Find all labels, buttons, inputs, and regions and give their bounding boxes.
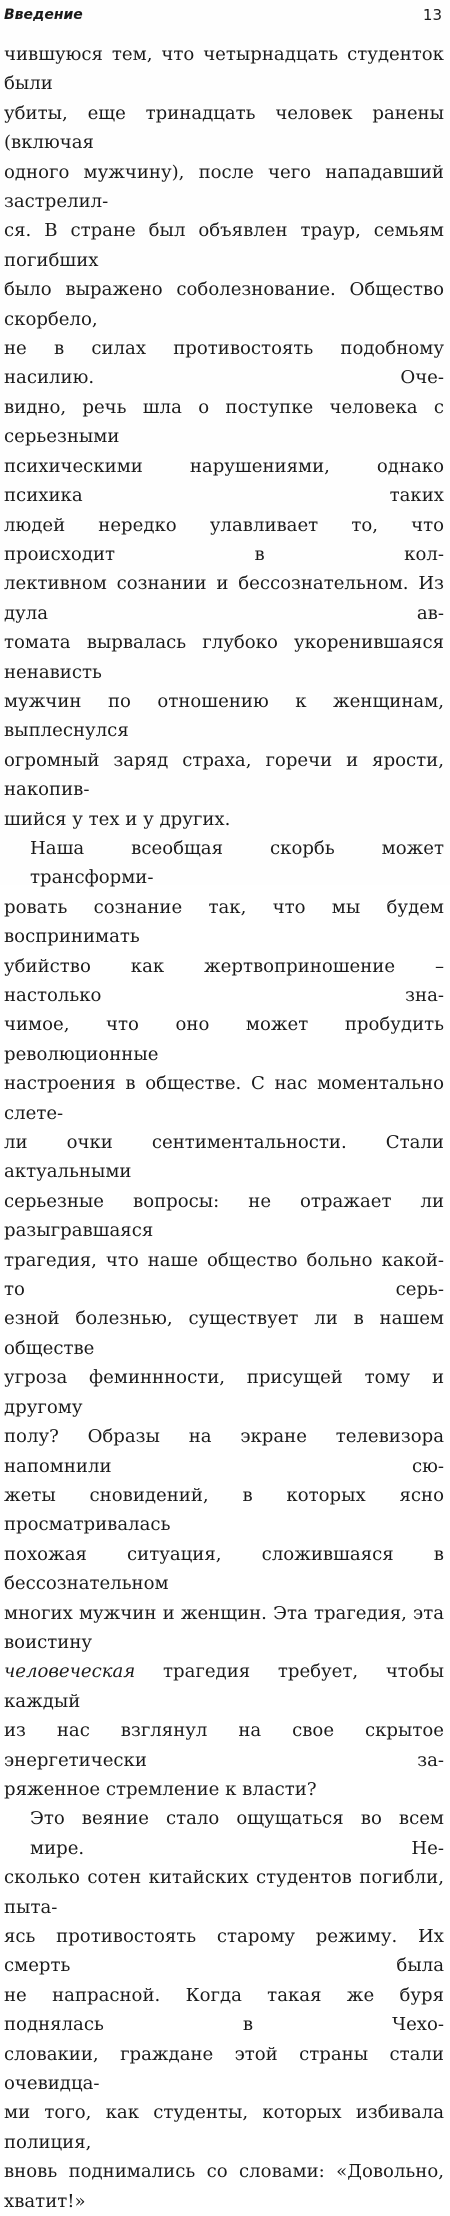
text-line: было выражено соболезнование. Общество скорбело,	[4, 279, 444, 330]
text-line: езной болезнью, существует ли в нашем обществе	[4, 1308, 444, 1359]
text-line: психическими нарушениями, однако психика таких	[4, 455, 444, 507]
text-line: ряженное стремление к власти?	[4, 1778, 317, 1800]
text-line: настроения в обществе. С нас моментально слете-	[4, 1073, 444, 1124]
text-line: ми того, как студенты, которых избивала полиция,	[4, 2102, 444, 2153]
line-text: трагедия требует, чтобы каждый	[4, 1661, 444, 1712]
text-line: мужчин по отношению к женщинам, выплеснулся	[4, 690, 444, 742]
text-line: словакии, граждане этой страны стали очевидца-	[4, 2043, 444, 2095]
text-line: ровать сознание так, что мы будем воспринимать	[4, 896, 444, 948]
body-text	[4, 40, 444, 2216]
text-line: жеты сновидений, в которых ясно просматривалась	[4, 1484, 444, 1536]
text-line: сколько сотен китайских студентов погибли, пыта-	[4, 1867, 444, 1918]
text-line: не в силах противостоять подобному насилию. Оче-	[4, 338, 444, 389]
text-line: серьезные вопросы: не отражает ли разыгравшаяся	[4, 1190, 444, 1242]
text-line: убийство как жертвоприношение – настолько зна-	[4, 955, 444, 1006]
text-line: людей нередко улавливает то, что происходит в кол-	[4, 514, 444, 565]
text-line: Это веяние стало ощущаться во всем мире. Не-	[30, 1808, 444, 1859]
section-title: Введение	[4, 7, 83, 23]
text-line: одного мужчину), после чего нападавший застрелил-	[4, 161, 444, 213]
text-line: чившуюся тем, что четырнадцать студенток были	[4, 44, 444, 95]
text-line: из нас взглянул на свое скрытое энергетически за-	[4, 1720, 444, 1771]
page-number: 13	[422, 6, 442, 24]
text-line: ся. В стране был объявлен траур, семьям погибших	[4, 220, 444, 271]
text-line: огромный заряд страха, горечи и ярости, накопив-	[4, 749, 444, 801]
text-line: трагедия, что наше общество больно какой-то серь-	[4, 1249, 444, 1301]
text-line: полу? Образы на экране телевизора напомнили сю-	[4, 1426, 444, 1477]
text-line	[4, 1657, 444, 1716]
running-head	[4, 3, 442, 27]
text-line: вновь поднимались со словами: «Довольно, хватит!»	[4, 2161, 444, 2212]
text-line: видно, речь шла о поступке человека с серьезными	[4, 396, 444, 448]
text-line: ли очки сентиментальности. Стали актуальными	[4, 1132, 444, 1183]
text-line: лективном сознании и бессознательном. Из дула ав-	[4, 573, 444, 624]
text-line: шийся у тех и у других.	[4, 808, 231, 830]
text-line: похожая ситуация, сложившаяся в бессознательном	[4, 1543, 444, 1595]
text-line: не напрасной. Когда такая же буря поднялась в Чехо-	[4, 1984, 444, 2036]
text-line: многих мужчин и женщин. Эта трагедия, эта воистину	[4, 1602, 444, 1653]
text-line: угроза феминнности, присущей тому и другому	[4, 1367, 444, 1418]
emphasized-word: человеческая	[4, 1661, 136, 1683]
text-line: ясь противостоять старому режиму. Их смерть была	[4, 1926, 444, 1977]
text-line: томата вырвалась глубоко укоренившаяся ненависть	[4, 632, 444, 683]
text-line: Наша всеобщая скорбь может трансформи-	[30, 837, 444, 889]
text-line: убиты, еще тринадцать человек ранены (включая	[4, 102, 444, 154]
text-line: чимое, что оно может пробудить революционные	[4, 1014, 444, 1065]
